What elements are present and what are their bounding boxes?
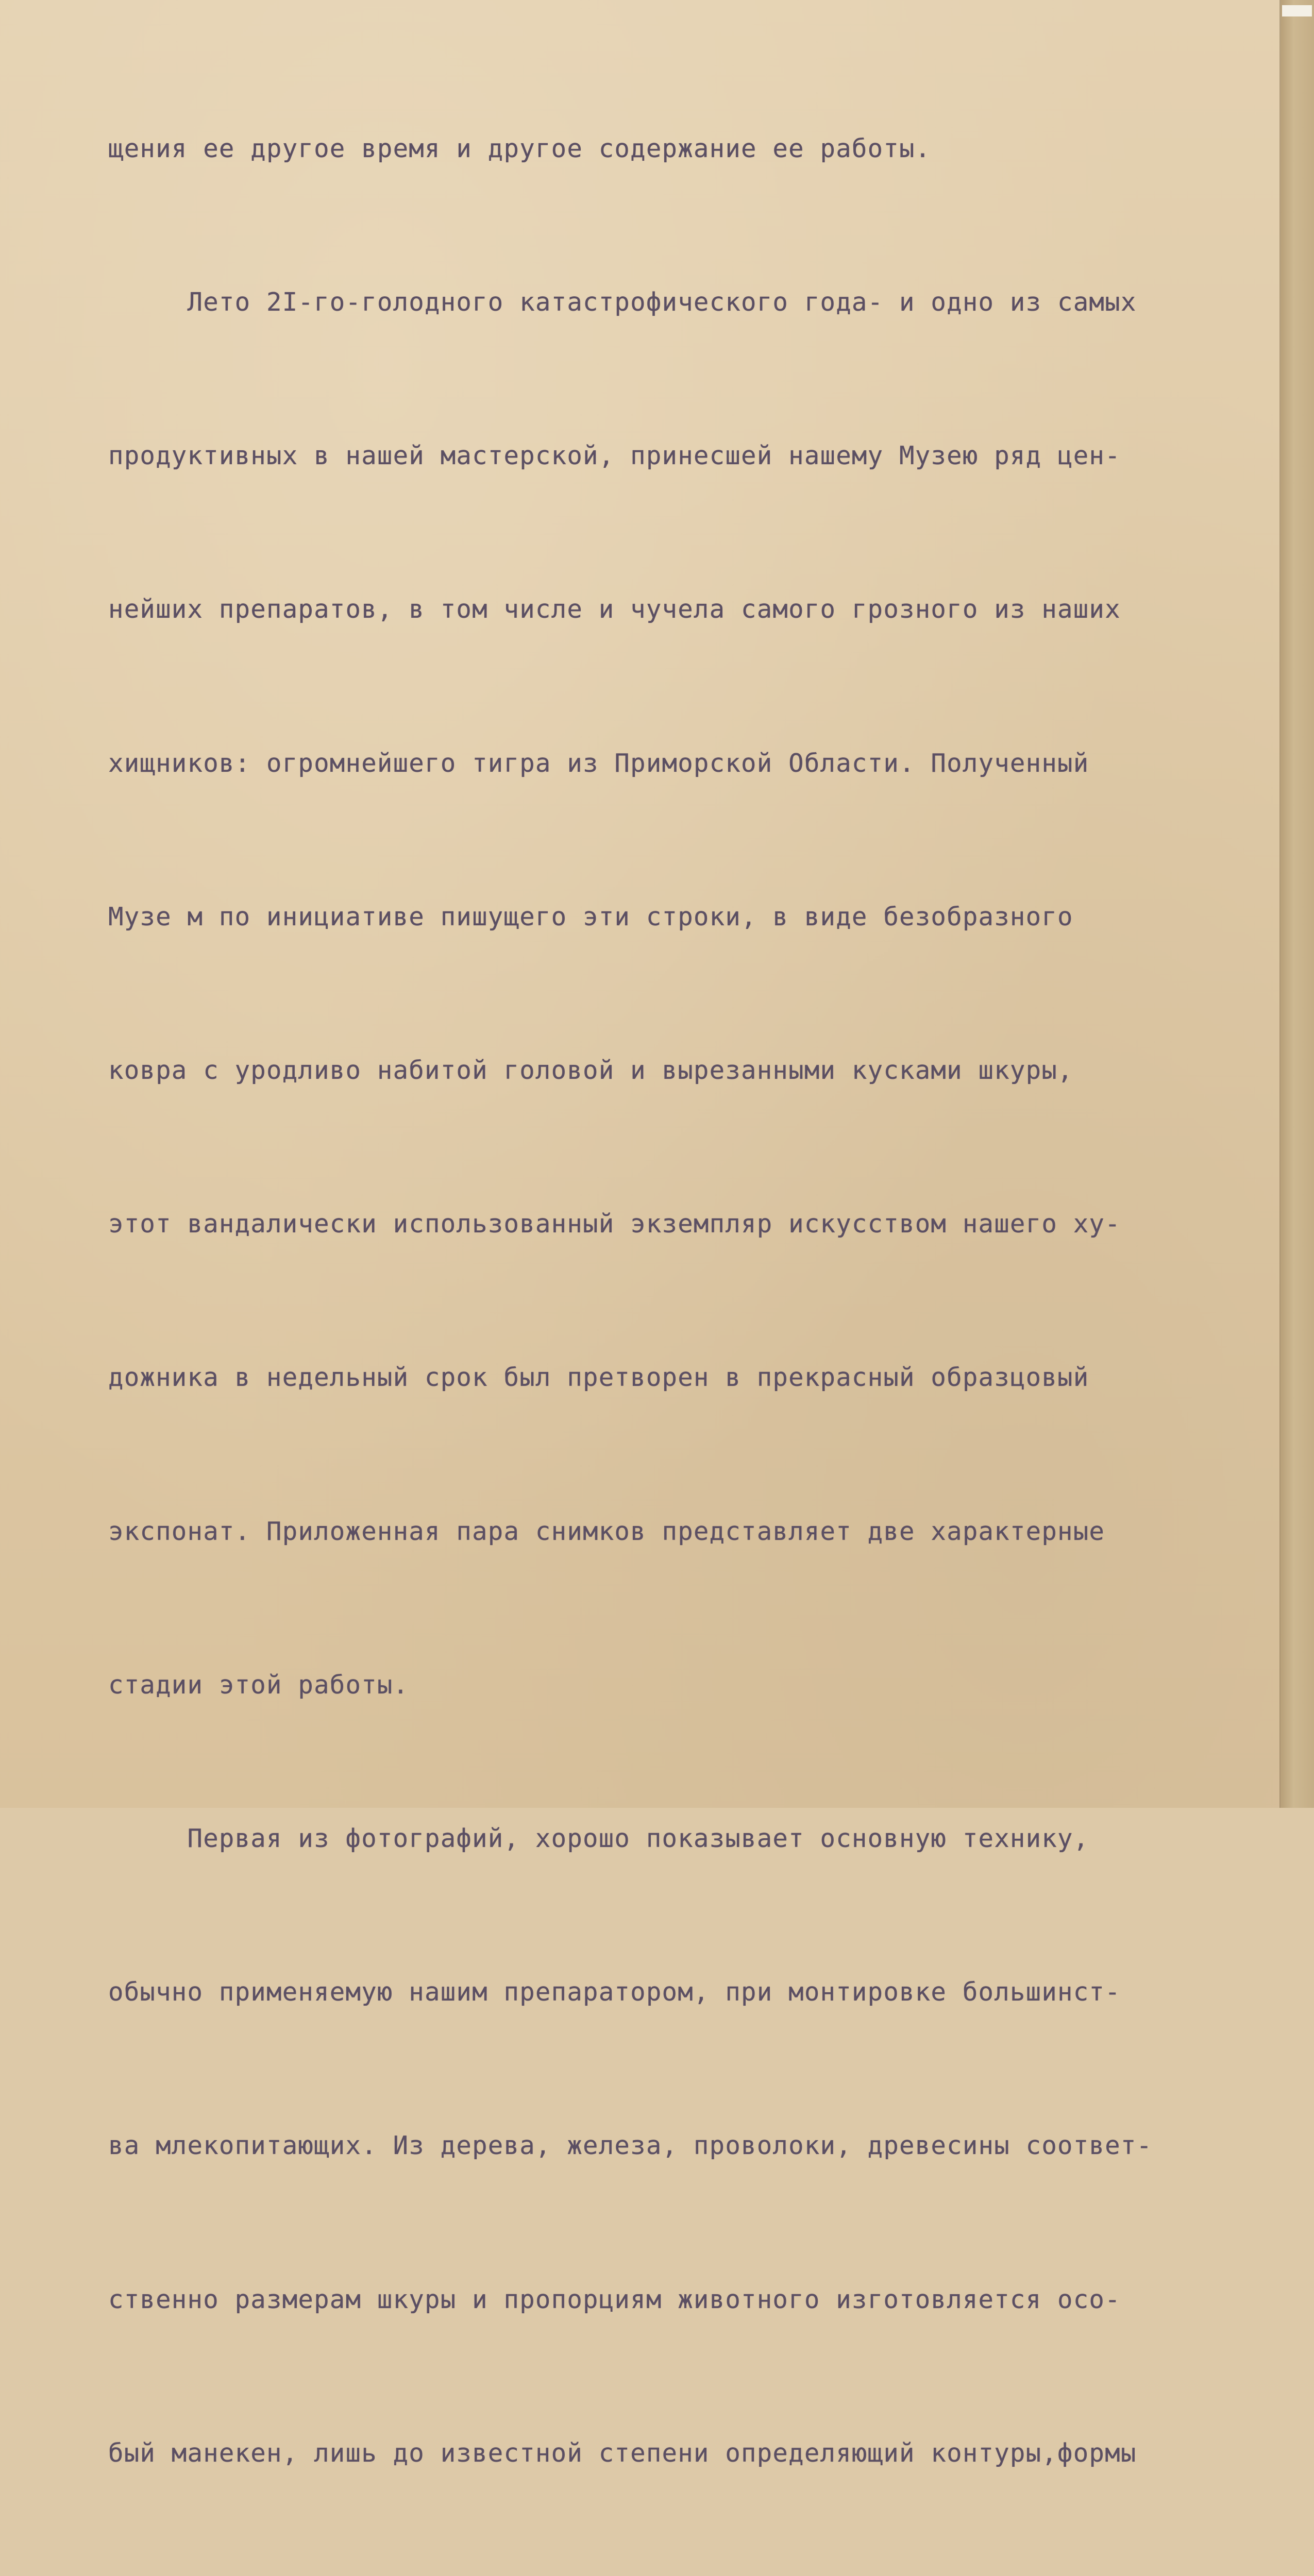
typewritten-text [108,21,1262,2576]
binding-mark [1282,5,1312,16]
text-line: ва млекопитающих. Из дерева, железа, проволоки, древесины соответ- [108,2131,1153,2161]
text-line: ковра с уродливо набитой головой и вырезанными кусками шкуры, [108,1056,1073,1086]
text-line: обычно применяемую нашим препаратором, при монтировке большинст- [108,1977,1121,2007]
text-line: нейших препаратов, в том числе и чучела самого грозного из наших [108,595,1121,624]
page-edge-strip [1281,0,1314,1808]
text-line: продуктивных в нашей мастерской, принесшей нашему Музею ряд цен- [108,441,1121,471]
text-line: этот вандалически использованный экземпляр искусством нашего ху- [108,1209,1121,1239]
text-line: стадии этой работы. [108,1670,409,1700]
text-line: дожника в недельный срок был претворен в прекрасный образцовый [108,1363,1089,1393]
text-line: Лето 2I-го-голодного катастрофического года- и одно из самых [108,287,1137,317]
text-line: Музе м по инициативе пишущего эти строки, в виде безобразного [108,902,1073,931]
text-line: хищников: огромнейшего тигра из Приморской Области. Полученный [108,748,1089,778]
text-line: бый манекен, лишь до известной степени определяющий контуры,формы [108,2438,1137,2468]
text-line: экспонат. Приложенная пара снимков представляет две характерные [108,1516,1105,1546]
text-line: Первая из фотографий, хорошо показывает основную технику, [108,1824,1089,1854]
text-line: ственно размерам шкуры и пропорциям животного изготовляется осо- [108,2284,1121,2314]
text-line: щения ее другое время и другое содержание ее работы. [108,133,931,163]
